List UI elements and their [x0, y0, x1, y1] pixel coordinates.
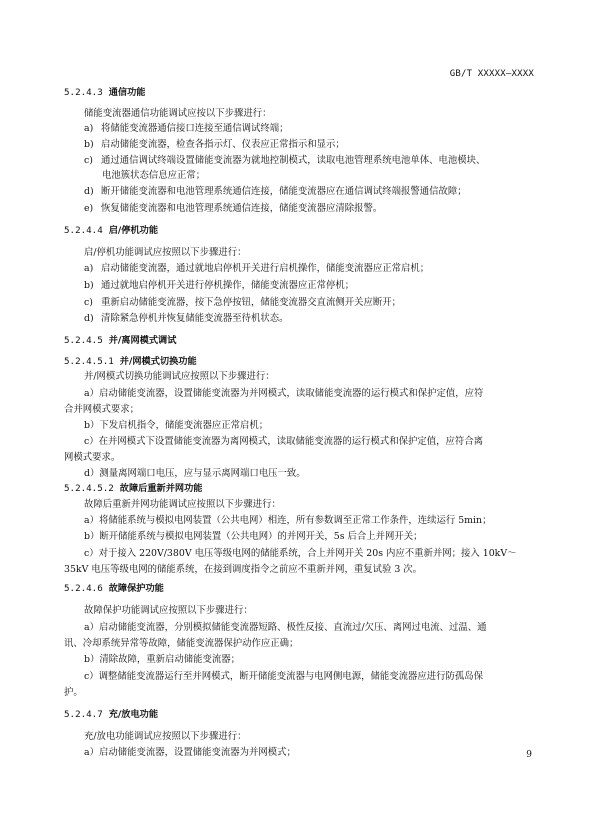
- section-title: 故障后重新并网功能: [119, 483, 203, 494]
- list-label: b): [84, 139, 94, 150]
- section-heading-5243: [64, 86, 145, 99]
- list-text: 恢复储能变流器和电池管理系统通信连接，储能变流器应清除报警。: [101, 203, 383, 214]
- list-label: e): [84, 203, 94, 214]
- list-item: [84, 138, 345, 151]
- list-text: 重新启动储能变流器，按下急停按钮，储能变流器交直流侧开关应断开；: [101, 297, 402, 308]
- list-item: [84, 202, 382, 215]
- list-item: [84, 154, 485, 167]
- section-heading-5246: [64, 582, 164, 595]
- section-number: 5.2.4.5: [64, 335, 103, 346]
- list-item: [84, 296, 401, 309]
- section-heading-5247: [64, 708, 158, 721]
- section-number: 5.2.4.4: [64, 225, 103, 236]
- list-label: c): [84, 155, 93, 166]
- list-item: [84, 262, 429, 275]
- page-number: 9: [526, 750, 532, 760]
- list-item: [84, 122, 289, 135]
- paragraph-line: b）清除故障，重新启动储能变流器；: [84, 654, 241, 665]
- list-text: 启动储能变流器，通过就地启停机开关进行启机操作，储能变流器应正常启机；: [101, 263, 430, 274]
- list-text: 通过就地启停机开关进行停机操作，储能变流器应正常停机；: [101, 280, 355, 291]
- paragraph-line: 并/网模式切换功能调试应按照以下步骤进行：: [84, 371, 275, 382]
- paragraph-line: 合并网模式要求；: [64, 404, 140, 415]
- section-number: 5.2.4.7: [64, 709, 103, 720]
- paragraph-line: 网模式要求。: [64, 452, 121, 463]
- section-title: 启/停机功能: [108, 225, 159, 236]
- list-label: b): [84, 280, 94, 291]
- list-item: [84, 279, 354, 292]
- list-text: 启动储能变流器，检查各指示灯、仪表应正常指示和显示；: [101, 139, 345, 150]
- paragraph-line: 护。: [64, 687, 83, 698]
- paragraph-line: a）将储能系统与模拟电网装置（公共电网）相连，所有参数调至正常工作条件，连续运行 5min；: [84, 515, 492, 526]
- section-number: 5.2.4.3: [64, 87, 103, 98]
- paragraph-line: 故障后重新并网功能调试应按照以下步骤进行：: [84, 499, 281, 510]
- paragraph-intro: 启/停机功能调试应按照以下步骤进行：: [84, 247, 247, 258]
- section-heading-52452: [64, 482, 202, 495]
- section-heading-52451: [64, 355, 197, 368]
- section-title: 并/网模式切换功能: [119, 356, 197, 367]
- section-title: 故障保护功能: [108, 583, 164, 594]
- paragraph-line: b）断开储能系统与模拟电网装置（公共电网）的并网开关，5s 后合上并网开关；: [84, 531, 423, 542]
- section-title: 并/离网模式调试: [108, 335, 177, 346]
- section-number: 5.2.4.5.1: [64, 356, 114, 367]
- paragraph-line: 35kV 电压等级电网的储能系统，在接到调度指令之前应不重新并网，重复试验 3 次。: [64, 564, 423, 575]
- paragraph-line: d）测量离网端口电压，应与显示离网端口电压一致。: [84, 468, 306, 479]
- section-title: 通信功能: [108, 87, 146, 98]
- list-text: 断开储能变流器和电池管理系统通信连接，储能变流器应在通信调试终端报警通信故障；: [101, 186, 467, 197]
- list-label: d): [84, 313, 94, 324]
- list-label: c): [84, 297, 93, 308]
- paragraph-line: c）对于接入 220V/380V 电压等级电网的储能系统，合上并网开关 20s 内应不重新并网；接入 10kV～: [84, 548, 517, 559]
- paragraph-line: c）在并网模式下设置储能变流器为离网模式，读取储能变流器的运行模式和保护定值，应符合离: [84, 436, 484, 447]
- standard-code: GB/T XXXXX—XXXX: [449, 69, 534, 79]
- list-item: [84, 185, 467, 198]
- section-number: 5.2.4.5.2: [64, 483, 114, 494]
- paragraph-line: a）启动储能变流器，设置储能变流器为并网模式；: [84, 747, 296, 758]
- paragraph-line: 讯、冷却系统异常等故障，储能变流器保护动作应正确；: [64, 638, 299, 649]
- paragraph-line: a）启动储能变流器，分别模拟储能变流器短路、极性反接、直流过/欠压、离网过电流、过温、通: [84, 622, 487, 633]
- list-text: 将储能变流器通信接口连接至通信调试终端；: [101, 123, 289, 134]
- section-heading-5244: [64, 224, 158, 237]
- list-text: 清除紧急停机并恢复储能变流器至待机状态。: [101, 313, 289, 324]
- list-label: a): [84, 263, 94, 274]
- list-item: [84, 312, 289, 325]
- paragraph-line: 故障保护功能调试应按照以下步骤进行：: [84, 605, 253, 616]
- paragraph-intro: 储能变流器通信功能调试应按以下步骤进行：: [84, 108, 272, 119]
- section-heading-5245: [64, 334, 176, 347]
- list-text-continued: 电池簇状态信息应正常；: [102, 170, 206, 181]
- section-number: 5.2.4.6: [64, 583, 103, 594]
- paragraph-line: c）调整储能变流器运行至并网模式，断开储能变流器与电网侧电源，储能变流器应进行防孤岛保: [84, 671, 484, 682]
- section-title: 充/放电功能: [108, 709, 159, 720]
- list-label: d): [84, 186, 94, 197]
- list-label: a): [84, 123, 94, 134]
- list-text: 通过通信调试终端设置储能变流器为就地控制模式，读取电池管理系统电池单体、电池模块、: [101, 155, 486, 166]
- paragraph-line: a）启动储能变流器，设置储能变流器为并网模式，读取储能变流器的运行模式和保护定值，应符: [84, 388, 484, 399]
- paragraph-line: b）下发启机指令，储能变流器应正常启机；: [84, 420, 269, 431]
- paragraph-line: 充/放电功能调试应按照以下步骤进行：: [84, 731, 247, 742]
